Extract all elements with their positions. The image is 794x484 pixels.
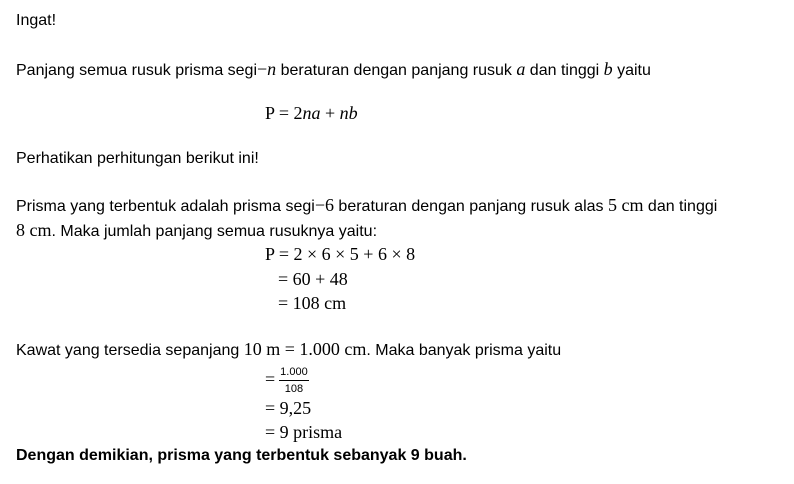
formula-lhs: P: [265, 103, 275, 123]
calc2-numerator: 1.000: [279, 366, 309, 381]
prism-desc-mid: beraturan dengan panjang rusuk alas: [333, 198, 608, 215]
formula-intro-post: yaitu: [612, 62, 651, 79]
prism-desc-line2: [16, 220, 377, 242]
calc1-line1: P = 2 × 6 × 5 + 6 × 8: [265, 244, 416, 264]
formula-plus: +: [320, 103, 340, 123]
formula-na: na: [302, 103, 321, 123]
formula-intro-dash: −: [257, 59, 268, 79]
wire-text: [16, 339, 561, 361]
calc2-eq: =: [265, 369, 276, 389]
prism-desc-pre: Prisma yang terbentuk adalah prisma segi: [16, 198, 315, 215]
formula-intro: [16, 59, 651, 81]
calc1-line3: = 108 cm: [278, 293, 347, 313]
calc2-fraction: [279, 366, 309, 395]
heading: Ingat!: [16, 12, 57, 29]
conclusion-text: Dengan demikian, prisma yang terbentuk sebanyak 9 buah.: [16, 447, 467, 464]
wire-post: . Maka banyak prisma yaitu: [366, 342, 562, 359]
formula-intro-n: n: [267, 59, 277, 79]
formula-intro-b: b: [603, 59, 613, 79]
formula-intro-mid2: dan tinggi: [525, 62, 604, 79]
formula-intro-pre: Panjang semua rusuk prisma segi: [16, 62, 258, 79]
formula-eq: = 2: [274, 103, 303, 123]
calc2-denominator: 108: [284, 383, 304, 396]
wire-length: 10 m = 1.000 cm: [243, 339, 367, 359]
attention-text: Perhatikan perhitungan berikut ini!: [16, 150, 259, 167]
wire-pre: Kawat yang tersedia sepanjang: [16, 342, 244, 359]
formula-nb: nb: [339, 103, 358, 123]
calc2-line2: = 9,25: [265, 398, 312, 418]
prism-desc-height: 8 cm: [16, 220, 52, 240]
formula: [265, 102, 358, 124]
calc2-line1: [265, 361, 309, 397]
prism-desc-base-edge: 5 cm: [607, 195, 644, 215]
formula-intro-a: a: [516, 59, 526, 79]
prism-desc-line1: [16, 195, 717, 217]
prism-desc-line2-post: . Maka jumlah panjang semua rusuknya yaitu:: [51, 223, 378, 240]
formula-intro-mid: beraturan dengan panjang rusuk: [276, 62, 517, 79]
prism-desc-sides: −6: [314, 195, 334, 215]
calc1-line2: = 60 + 48: [278, 269, 348, 289]
prism-desc-post: dan tinggi: [643, 198, 718, 215]
calc2-line3: = 9 prisma: [265, 422, 343, 442]
